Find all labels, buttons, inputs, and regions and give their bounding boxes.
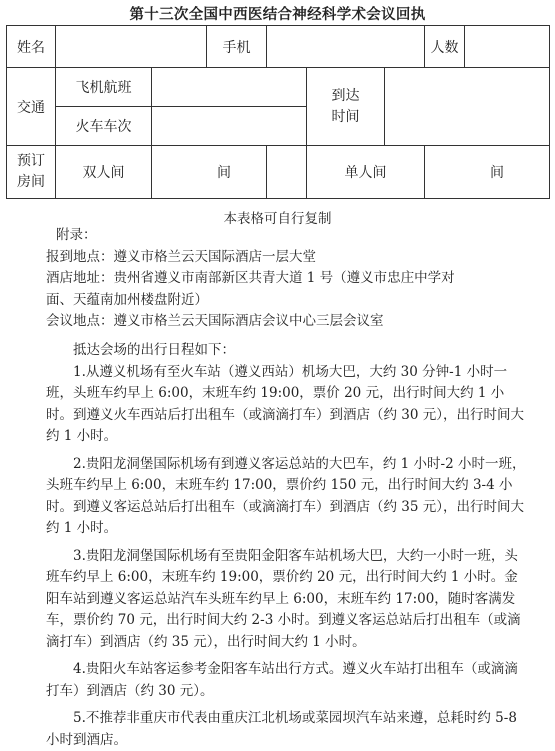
phone-field[interactable] — [267, 26, 425, 68]
spacer-cell — [267, 146, 307, 199]
itinerary-intro: 抵达会场的出行日程如下： — [73, 342, 235, 358]
itinerary-item-2: 2.贵阳龙洞堡国际机场有到遵义客运总站的大巴车，约 1 小时-2 小时一班，头班车约早上 6:00，末班车约 17:00，票价约 150 元，出行时间大约 3-4 小时。到遵义客运总站后打出租车（或滴滴打车）到酒店（约 35 元），出行时间大约 1 小时。 — [46, 455, 526, 536]
hotel-address-line2: 面、天蕴南加州楼盘附近） — [46, 291, 208, 308]
phone-label: 手机 — [207, 26, 267, 68]
page-title: 第十三次全国中西医结合神经科学术会议回执 — [129, 7, 426, 23]
arrival-time-label: 到达 时间 — [307, 68, 385, 146]
name-field[interactable] — [56, 26, 207, 68]
train-label: 火车车次 — [56, 107, 152, 146]
flight-field[interactable] — [152, 68, 307, 107]
flight-label: 飞机航班 — [56, 68, 152, 107]
itinerary-section — [46, 340, 526, 751]
itinerary-item-5: 5.不推荐非重庆市代表由重庆江北机场或菜园坝汽车站来遵，总耗时约 5-8 小时到酒店。 — [46, 710, 517, 748]
double-room-label: 双人间 — [56, 146, 152, 199]
count-label: 人数 — [425, 26, 465, 68]
itinerary-item-1: 1.从遵义机场有至火车站（遵义西站）机场大巴，大约 30 分钟-1 小时一班，头班车约早上 6:00，末班车约 19:00，票价 20 元，出行时间大约 1 小时。到遵义火车西站后打出租车（或滴滴打车）到酒店（约 30 元），出行时间大约 1 小时。 — [46, 363, 525, 444]
single-room-label: 单人间 — [307, 146, 425, 199]
count-field[interactable] — [465, 26, 550, 68]
double-room-count[interactable]: 间 — [152, 146, 267, 199]
arrival-time-field[interactable] — [385, 68, 550, 146]
single-room-count[interactable]: 间 — [425, 146, 550, 199]
transport-label: 交通 — [7, 68, 56, 146]
name-label: 姓名 — [7, 26, 56, 68]
itinerary-item-3: 3.贵阳龙洞堡国际机场有至贵阳金阳客车站机场大巴，大约一小时一班，头班车约早上 6:00，末班车约 19:00，票价约 20 元，出行时间大约 1 小时。金阳车站到遵义客运总站汽车头班车约早上 6:00，末班车约 17:00，随时客满发车，票价约 70 元，出行时间大约 2-3 小时。到遵义客运总站后打出租车（或滴滴打车）到酒店（约 35 元），出行时间大约 1 小时。 — [46, 547, 521, 650]
copy-note: 本表格可自行复制 — [223, 211, 332, 227]
checkin-location: 报到地点：遵义市格兰云天国际酒店一层大堂 — [46, 248, 316, 265]
appendix-section — [46, 225, 516, 333]
venue-location: 会议地点：遵义市格兰云天国际酒店会议中心三层会议室 — [46, 313, 384, 329]
itinerary-item-4: 4.贵阳火车站客运参考金阳客车站出行方式。遵义火车站打出租车（或滴滴打车）到酒店（约 30 元）。 — [46, 661, 518, 699]
appendix-heading: 附录： — [56, 227, 97, 243]
hotel-address-line1: 酒店地址：贵州省遵义市南部新区共青大道 1 号（遵义市忠庄中学对 — [46, 270, 455, 286]
receipt-form-table — [6, 25, 550, 199]
train-field[interactable] — [152, 107, 307, 146]
booking-label: 预订 房间 — [7, 146, 56, 199]
